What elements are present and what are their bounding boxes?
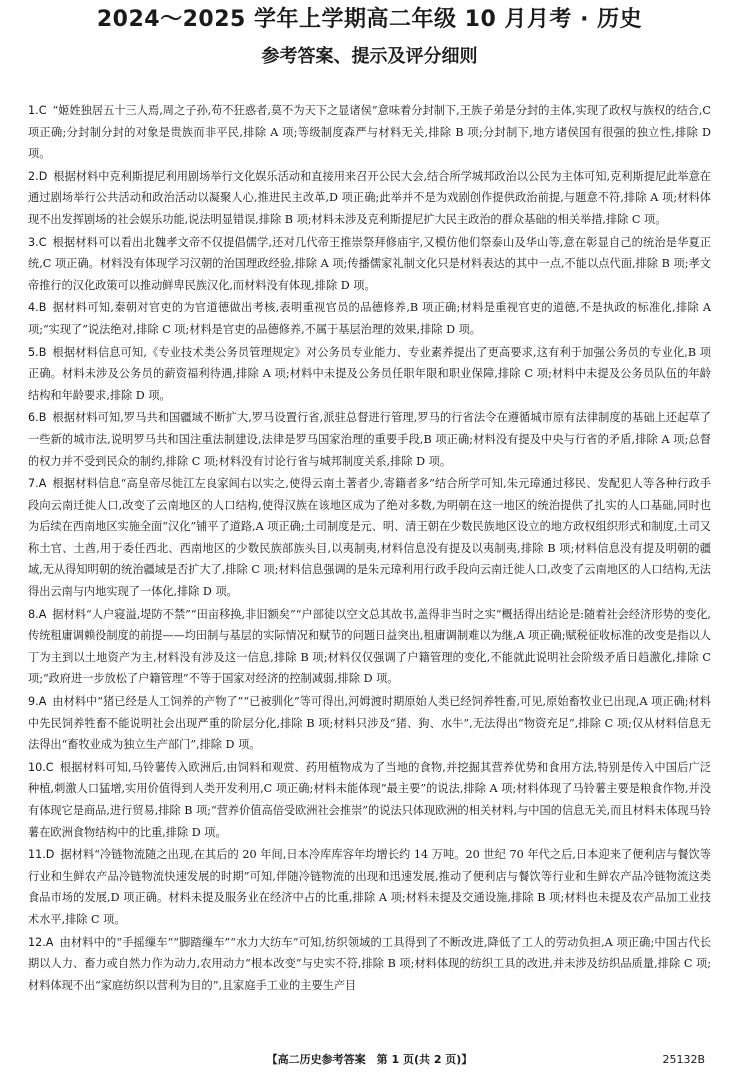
item-answer: B xyxy=(38,345,47,359)
item-answer: B xyxy=(38,411,47,425)
answer-item-10 xyxy=(28,757,711,843)
footer-paper-code: 25132B xyxy=(662,1053,705,1066)
footer-page-label: 【高二历史参考答案 第 1 页(共 2 页)】 xyxy=(266,1053,473,1066)
page-subtitle: 参考答案、提示及评分细则 xyxy=(261,46,478,67)
item-answer: C xyxy=(45,760,54,774)
item-answer: C xyxy=(38,104,47,117)
item-explanation: “姬姓独居五十三人焉,周之子孙,苟不狂惑者,莫不为天下之显诸侯”意味着分封制下,王族子弟是分封的主体,实现了政权与族权的结合,C 项正确;分封制分封的对象是贵族而非平民,排除 A 项;等级制度森严与材料无关,排除 B 项;分封制下,地方诸侯国有很强的独立性,排除 D 项。 xyxy=(28,104,711,161)
item-answer: C xyxy=(38,235,47,249)
item-answer: A xyxy=(38,607,47,621)
item-number: 12. xyxy=(28,935,46,949)
item-explanation: 根据材料信息可知,《专业技术类公务员管理规定》对公务员专业能力、专业素养提出了更高要求,这有利于加强公务员的专业化,B 项正确。材料未涉及公务员的薪资福利待遇,排除 A 项;材料中未提及公务员任职年限和职业保障,排除 C 项;材料中未提及公务员队伍的年龄结构和年龄要求,排除 D 项。 xyxy=(28,345,711,402)
answer-item-9 xyxy=(28,691,711,756)
item-number: 3. xyxy=(28,235,39,249)
item-number: 9. xyxy=(28,695,39,709)
item-number: 10. xyxy=(28,760,46,774)
item-answer: D xyxy=(45,848,55,862)
item-number: 8. xyxy=(28,607,39,621)
answer-item-4 xyxy=(28,297,711,340)
answer-item-1 xyxy=(28,100,711,165)
item-number: 4. xyxy=(28,301,39,315)
item-explanation: 根据材料中克利斯提尼利用剧场举行文化娱乐活动和直接用来召开公民大会,结合所学城邦政治以公民为主体可知,克利斯提尼此举意在通过剧场举行公共活动和政治活动以凝聚人心,推进民主改革,D 项正确;此举并不是为戏剧创作提供政治前提,与题意不符,排除 A 项;材料体现不出发挥剧场的社会娱乐功能,说法明显错误,排除 B 项;材料未涉及克利斯提尼扩大民主政治的群众基础的相关举措,排除 C 项。 xyxy=(28,169,711,226)
item-number: 11. xyxy=(28,848,46,862)
item-explanation: 由材料中“猪已经是人工饲养的产物了”“已被驯化”等可得出,河姆渡时期原始人类已经饲养牲畜,可见,原始畜牧业已出现,A 项正确;材料中先民饲养牲畜不能说明社会出现严重的阶层分化,排除 B 项;材料只涉及“猪、狗、水牛”,无法得出“物资充足”,排除 C 项;仅从材料信息无法得出“畜牧业成为独立生产部门”,排除 D 项。 xyxy=(28,695,711,752)
item-explanation: 据材料可知,秦朝对官吏的为官道德做出考核,表明重视官员的品德修养,B 项正确;材料是重视官吏的道德,不是执政的标准化,排除 A 项;“实现了”说法绝对,排除 C 项;材料是官吏的品德修养,不属于基层治理的效果,排除 D 项。 xyxy=(28,301,711,336)
answer-list xyxy=(28,100,711,996)
item-explanation: 由材料中的“手摇缫车”“脚踏缫车”“水力大纺车”可知,纺织领域的工具得到了不断改进,降低了工人的劳动负担,A 项正确;中国古代长期以人力、畜力或自然力作为动力,农用动力“根本改变”与史实不符,排除 B 项;材料体现的纺织工具的改进,并未涉及纺织品质量,排除 C 项;材料体现不出“家庭纺织以营利为目的”,且家庭手工业的主要生产目 xyxy=(28,935,711,992)
answer-item-11 xyxy=(28,844,711,930)
item-answer: A xyxy=(45,935,54,949)
item-explanation: 根据材料可知,罗马共和国疆域不断扩大,罗马设置行省,派驻总督进行管理,罗马的行省法令在遵循城市原有法律制度的基础上还起草了一些新的城市法,说明罗马共和国注重法制建设,法律是罗马国家治理的重要手段,B 项正确;材料没有提及中央与行省的矛盾,排除 A 项;总督的权力并不受到民众的制约,排除 C 项;材料没有讨论行省与城邦制度关系,排除 D 项。 xyxy=(28,411,711,468)
item-explanation: 根据材料可以看出北魏孝文帝不仅提倡儒学,还对几代帝王推崇祭拜修庙宇,又模仿他们祭泰山及华山等,意在彰显自己的统治是华夏正统,C 项正确。材料没有体现学习汉朝的治国理政经验,排除 A 项;传播儒家礼制文化只是材料表达的其中一点,不能以点代面,排除 B 项;孝文帝推行的汉化政策可以推动鲜卑民族汉化,而材料没有体现,排除 D 项。 xyxy=(28,235,711,292)
answer-item-2 xyxy=(28,166,711,231)
item-number: 2. xyxy=(28,169,39,183)
answer-item-6 xyxy=(28,407,711,472)
item-explanation: 据材料“人户寝溢,堤防不禁”“田亩移换,非旧额矣”“户部徒以空文总其故书,盖得非当时之实”概括得出结论是:随着社会经济形势的变化,传统租庸调赖役制度的前提——均田制与基层的实际情况和赋节的问题日益突出,租庸调制难以为继,A 项正确;赋税征收标准的改变是指以人丁为主到以土地资产为主,材料没有涉及这一信息,排除 B 项;材料仅仅强调了户籍管理的变化,不能就此说明社会阶级矛盾日趋激化,排除 C 项;“政府进一步放松了户籍管理”不等于国家对经济的控制减弱,排除 D 项。 xyxy=(28,607,711,686)
answer-item-5 xyxy=(28,342,711,407)
item-explanation: 根据材料信息“高皇帝尽徙江左良家闾右以实之,使得云南土著者少,寄籍者多”结合所学可知,朱元璋通过移民、发配犯人等各种行政手段向云南迁徙人口,改变了云南地区的人口结构,使得汉族在该地区成为了绝对多数,为明朝在这一地区的统治提供了扎实的人口基础,同时也为后续在西南地区实施全面“汉化”铺平了道路,A 项正确;土司制度是元、明、清王朝在少数民族地区设立的地方政权组织形式和制度,土司又称土官、土酋,用于委任西北、西南地区的少数民族部族头目,以夷制夷,材料信息没有提及以夷制夷,排除 B 项;材料信息没有提及明朝的疆域,无从得知明朝的统治疆域是否扩大了,排除 C 项;材料信息强调的是朱元璋利用行政手段向云南迁徙人口,改变了云南地区的人口结构,无法得出云南与内地实现了一体化,排除 D 项。 xyxy=(28,477,711,599)
item-number: 1. xyxy=(28,104,39,117)
item-number: 5. xyxy=(28,345,39,359)
item-answer: D xyxy=(38,169,48,183)
page-footer xyxy=(0,1050,739,1070)
item-answer: A xyxy=(38,695,47,709)
item-answer: A xyxy=(38,477,47,491)
answer-item-7 xyxy=(28,473,711,603)
answer-item-3 xyxy=(28,232,711,297)
item-explanation: 根据材料可知,马铃薯传入欧洲后,由饲料和观赏、药用植物成为了当地的食物,并挖掘其营养优势和食用方法,特别是传入中国后广泛种植,刺激人口猛增,实用价值得到人类开发利用,C 项正确;材料未能体现“最主要”的说法,排除 A 项;材料体现了马铃薯主要是粮食作物,并没有体现它是商品,进行贸易,排除 B 项;“营养价值高倍受欧洲社会推崇”的说法只体现欧洲的相关材料,与中国的信息无关,而且材料未体现马铃薯在欧洲食物结构中的比重,排除 D 项。 xyxy=(28,760,711,839)
item-answer: B xyxy=(38,301,47,315)
answer-item-12 xyxy=(28,932,711,997)
answer-item-8 xyxy=(28,604,711,690)
page-title: 2024～2025 学年上学期高二年级 10 月月考 · 历史 xyxy=(96,7,643,32)
item-explanation: 据材料“冷链物流随之出现,在其后的 20 年间,日本冷库库容年均增长约 14 万吨。20 世纪 70 年代之后,日本迎来了便利店与餐饮等行业和生鲜农产品冷链物流快速发展的时期”可知,伴随冷链物流的出现和迅速发展,推动了便利店与餐饮等行业和生鲜农产品冷链物流这类食品市场的发展,D 项正确。材料未提及服务业在经济中占的比重,排除 A 项;材料未提及交通设施,排除 B 项;材料也未提及农产品加工业技术水平,排除 C 项。 xyxy=(28,848,711,926)
item-number: 6. xyxy=(28,411,39,425)
item-number: 7. xyxy=(28,477,39,491)
